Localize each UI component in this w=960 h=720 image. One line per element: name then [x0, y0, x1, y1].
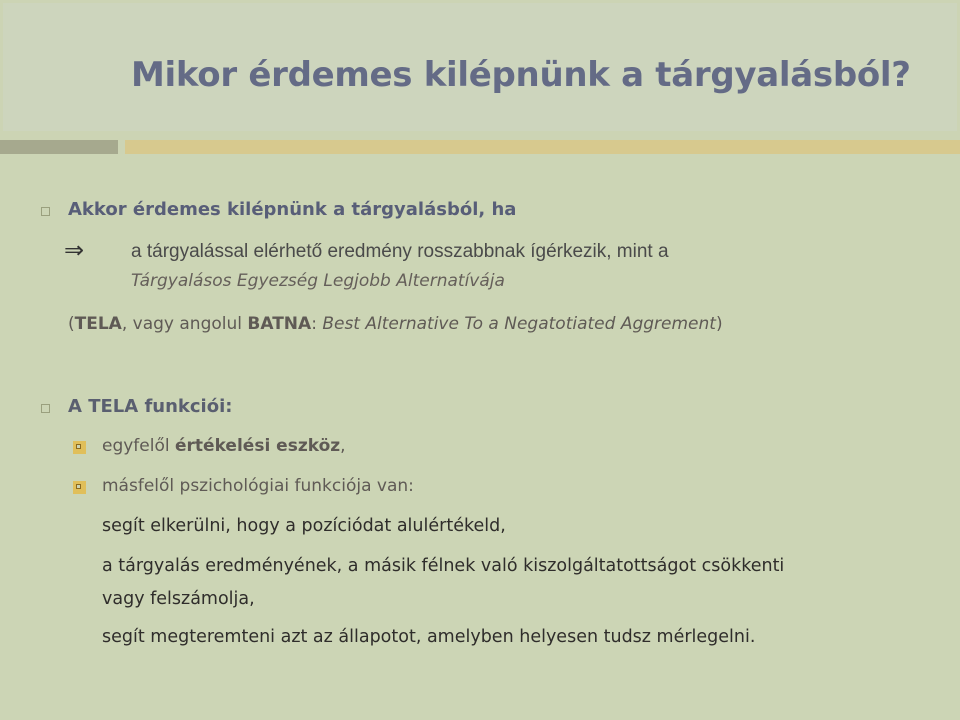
section1-heading: Akkor érdemes kilépnünk a tárgyalásból, ha — [68, 199, 517, 220]
text-line-5: vagy felszámolja, — [102, 589, 255, 609]
square-bullet-icon — [41, 404, 50, 413]
tela-abbr: TELA — [74, 314, 122, 334]
framed-square-bullet-icon — [73, 481, 86, 494]
batna-expansion: Best Alternative To a Negatotiated Aggrement — [322, 314, 716, 334]
title-area — [3, 3, 957, 131]
decorative-band-right — [125, 140, 960, 154]
arrow-line-1: a tárgyalással elérhető eredmény rosszabbnak ígérkezik, mint a — [131, 241, 669, 262]
square-bullet-icon — [41, 207, 50, 216]
implies-arrow-icon: ⇒ — [64, 236, 85, 264]
text-line-3: segít elkerülni, hogy a pozíciódat alulértékeld, — [102, 516, 506, 536]
colon: : — [311, 314, 323, 334]
item1-prefix: egyfelől — [102, 436, 176, 456]
paren-close: ) — [715, 314, 723, 334]
slide-title: Mikor érdemes kilépnünk a tárgyalásból? — [131, 55, 911, 95]
function-item-1 — [102, 436, 346, 456]
text-line-4: a tárgyalás eredményének, a másik félnek való kiszolgáltatottságot csökkenti — [102, 556, 785, 576]
framed-square-bullet-icon — [73, 441, 86, 454]
function-item-2: másfelől pszichológiai funkciója van: — [102, 476, 414, 496]
arrow-line-2: Tárgyalásos Egyezség Legjobb Alternatívája — [131, 271, 505, 291]
tela-batna-line — [68, 314, 723, 334]
item1-bold: értékelési eszköz — [175, 436, 341, 456]
text-line-6: segít megteremteni azt az állapotot, amelyben helyesen tudsz mérlegelni. — [102, 627, 756, 647]
paren-open: ( — [68, 314, 75, 334]
decorative-band-left — [0, 140, 118, 154]
batna-abbr: BATNA — [247, 314, 312, 334]
section2-heading: A TELA funkciói: — [68, 396, 233, 417]
item1-suffix: , — [340, 436, 346, 456]
comma-text: , vagy angolul — [121, 314, 248, 334]
